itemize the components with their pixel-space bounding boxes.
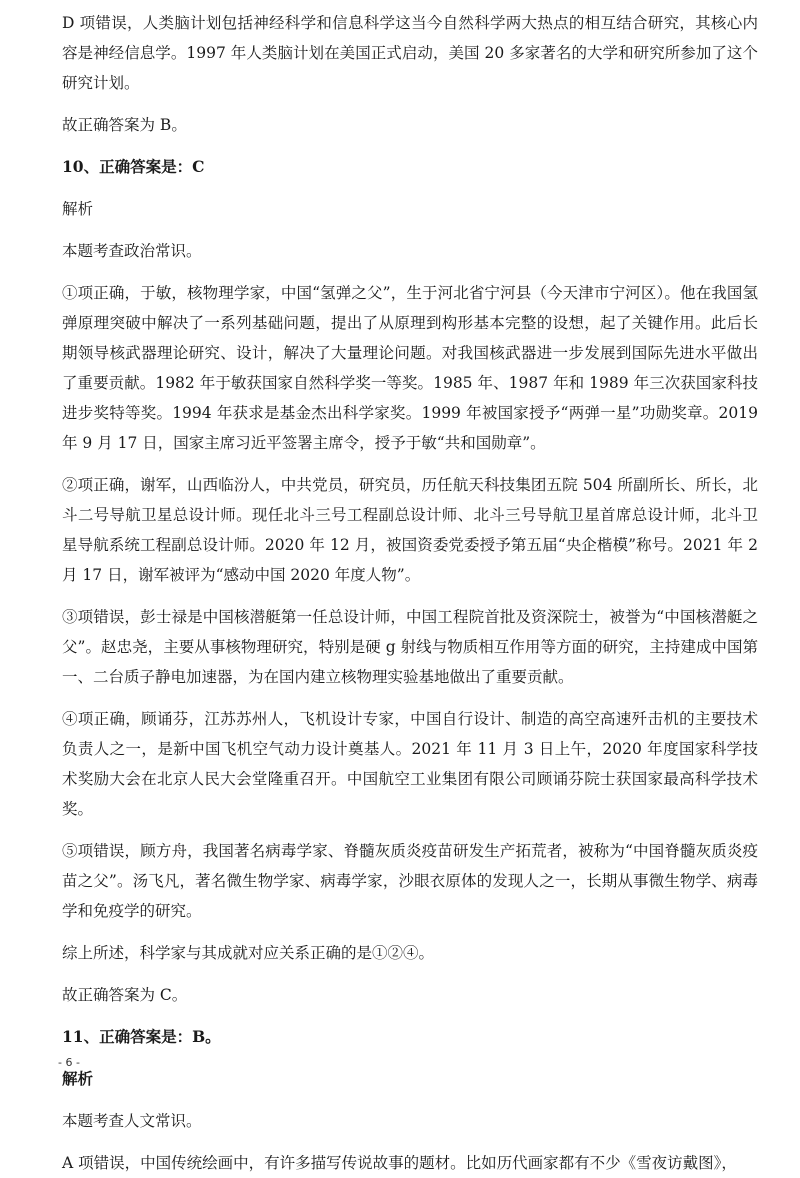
paragraph-12: 故正确答案为 C。 [62,986,188,1004]
paragraph-16: A 项错误，中国传统绘画中，有许多描写传说故事的题材。比如历代画家都有不少《雪夜访戴图》， [62,1154,737,1172]
document-body [62,8,758,1178]
answer-heading-11: 11、正确答案是：B。 [62,1027,221,1046]
page-number: - 6 - [58,1056,80,1069]
paragraph-6: ①项正确，于敏，核物理学家，中国“氢弹之父”，生于河北省宁河县（今天津市宁河区）。他在我国氢弹原理突破中解决了一系列基础问题，提出了从原理到构形基本完整的设想，起了关键作用。此后长期领导核武器理论研究、设计，解决了大量理论问题。对我国核武器进一步发展到国际先进水平做出了重要贡献。1982 年于敏获国家自然科学奖一等奖。1985 年、1987 年和 1989 年三次获国家科技进步奖特等奖。1994 年获求是基金杰出科学家奖。1999 年被国家授予“两弹一星”功勋奖章。2019 年 9 月 17 日，国家主席习近平签署主席令，授予于敏“共和国勋章”。 [62,284,758,452]
paragraph-1: D 项错误，人类脑计划包括神经科学和信息科学这当今自然科学两大热点的相互结合研究，其核心内容是神经信息学。1997 年人类脑计划在美国正式启动，美国 20 多家著名的大学和研究所参加了这个研究计划。 [62,14,758,92]
answer-heading-10: 10、正确答案是：C [62,157,205,176]
paragraph-2: 故正确答案为 B。 [62,116,187,134]
paragraph-9: ④项正确，顾诵芬，江苏苏州人，飞机设计专家，中国自行设计、制造的高空高速歼击机的主要技术负责人之一，是新中国飞机空气动力设计奠基人。2021 年 11 月 3 日上午，2020 年度国家科学技术奖励大会在北京人民大会堂隆重召开。中国航空工业集团有限公司顾诵芬院士获国家最高科学技术奖。 [62,710,758,818]
paragraph-15: 本题考查人文常识。 [62,1112,202,1130]
paragraph-5: 本题考查政治常识。 [62,242,202,260]
paragraph-8: ③项错误，彭士禄是中国核潜艇第一任总设计师，中国工程院首批及资深院士，被誉为“中国核潜艇之父”。赵忠尧，主要从事核物理研究，特别是硬 g 射线与物质相互作用等方面的研究，主持建成中国第一、二台质子静电加速器，为在国内建立核物理实验基地做出了重要贡献。 [62,608,758,686]
analysis-label-10: 解析 [62,200,94,218]
paragraph-7: ②项正确，谢军，山西临汾人，中共党员，研究员，历任航天科技集团五院 504 所副所长、所长，北斗二号导航卫星总设计师。现任北斗三号工程副总设计师、北斗三号导航卫星首席总设计师，北斗卫星导航系统工程副总设计师。2020 年 12 月，被国资委党委授予第五届“央企楷模”称号。2021 年 2 月 17 日，谢军被评为“感动中国 2020 年度人物”。 [62,476,758,584]
paragraph-10: ⑤项错误，顾方舟，我国著名病毒学家、脊髓灰质炎疫苗研发生产拓荒者，被称为“中国脊髓灰质炎疫苗之父”。汤飞凡，著名微生物学家、病毒学家，沙眼衣原体的发现人之一，长期从事微生物学、病毒学和免疫学的研究。 [62,842,758,920]
analysis-label-11: 解析 [62,1069,94,1088]
paragraph-11: 综上所述，科学家与其成就对应关系正确的是①②④。 [62,944,435,962]
